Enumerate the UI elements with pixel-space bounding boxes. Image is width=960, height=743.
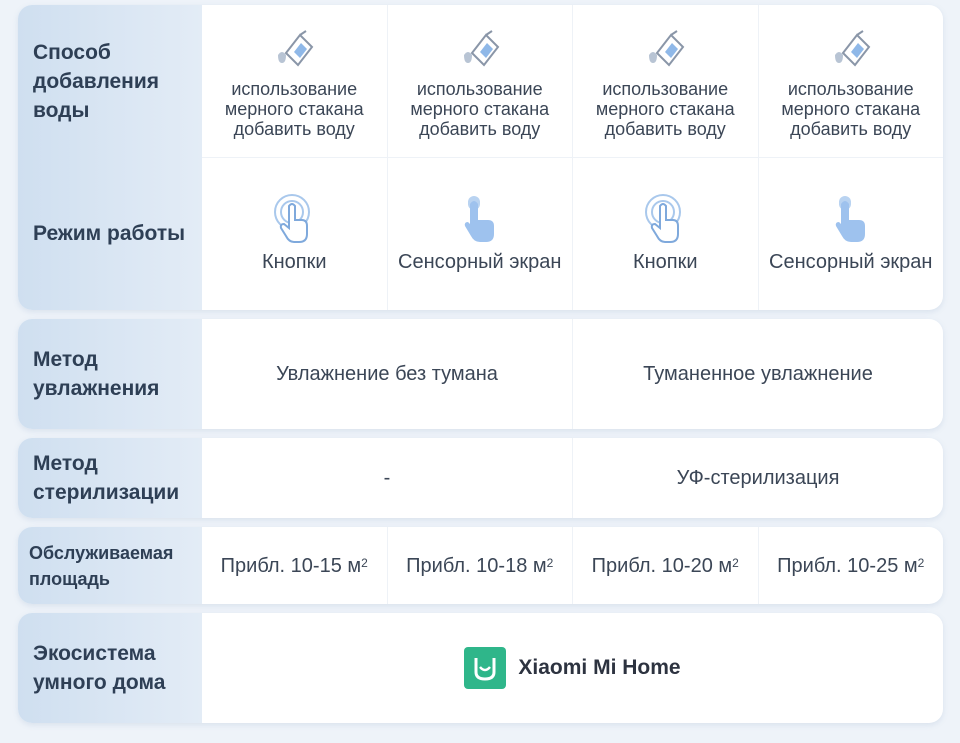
mode-cell-text: Сенсорный экран	[769, 251, 933, 273]
water-cell-1	[202, 5, 387, 157]
measuring-cup-icon	[458, 23, 502, 73]
water-cell-4	[758, 5, 944, 157]
mi-home-logo-icon	[464, 647, 506, 689]
label-smart-home-ecosystem: Экосистема умного дома	[33, 642, 166, 694]
label-column	[18, 5, 202, 310]
mode-cell-text: Кнопки	[261, 251, 327, 273]
area-unit: м	[532, 554, 547, 577]
label-sterilization-method: Метод стерилизации	[33, 452, 180, 504]
mode-cell-4	[758, 158, 944, 310]
mode-cell-text: Кнопки	[632, 251, 698, 273]
button-press-icon	[272, 194, 316, 244]
row-operation-mode	[202, 157, 943, 310]
button-press-icon	[643, 194, 687, 244]
mode-cell-2	[387, 158, 573, 310]
sterilize-cell-1: -	[383, 467, 391, 489]
area-unit-sup: 2	[546, 555, 554, 570]
area-value: Прибл. 10-25	[777, 554, 899, 577]
area-cell-4	[758, 527, 944, 604]
measuring-cup-icon	[643, 23, 687, 73]
area-unit: м	[347, 554, 362, 577]
humidify-cell-2: Туманенное увлажнение	[572, 319, 943, 429]
card-sterilization	[18, 438, 943, 518]
mode-cell-text: Сенсорный экран	[398, 251, 562, 273]
ecosystem-name: Xiaomi Mi Home	[518, 656, 681, 679]
measuring-cup-icon	[272, 23, 316, 73]
mode-cell-1	[202, 158, 387, 310]
card-water-mode	[18, 5, 943, 310]
card-humidification	[18, 319, 943, 429]
label-humidification-method: Метод увлажнения	[33, 348, 160, 400]
area-value: Прибл. 10-15	[220, 554, 342, 577]
water-cell-text: использование мерного стакана добавить воду	[410, 79, 550, 139]
area-value: Прибл. 10-18	[406, 554, 528, 577]
area-unit: м	[903, 554, 918, 577]
area-cell-3	[572, 527, 758, 604]
sterilize-cell-2: УФ-стерилизация	[572, 438, 943, 518]
label-water-method: Способ добавления воды	[33, 40, 160, 122]
touch-screen-icon	[458, 194, 502, 244]
ecosystem-cell	[202, 613, 943, 723]
water-cell-text: использование мерного стакана добавить воду	[224, 79, 364, 139]
label-service-area: Обслуживаемая площадь	[29, 542, 174, 589]
card-service-area	[18, 527, 943, 604]
water-cell-2	[387, 5, 573, 157]
area-cell-1	[202, 527, 387, 604]
area-unit-sup: 2	[361, 555, 368, 570]
water-cell-3	[572, 5, 758, 157]
water-cell-text: использование мерного стакана добавить воду	[595, 79, 735, 139]
mode-cell-3	[572, 158, 758, 310]
label-operation-mode: Режим работы	[33, 222, 186, 246]
card-ecosystem	[18, 613, 943, 723]
humidify-cell-1: Увлажнение без тумана	[276, 363, 498, 385]
area-value: Прибл. 10-20	[591, 554, 713, 577]
area-unit-sup: 2	[917, 555, 925, 570]
area-unit: м	[718, 554, 733, 577]
area-unit-sup: 2	[732, 555, 739, 570]
water-cell-text: использование мерного стакана добавить воду	[781, 79, 921, 139]
touch-screen-icon	[829, 194, 873, 244]
row-water-method	[202, 5, 943, 157]
measuring-cup-icon	[829, 23, 873, 73]
area-cell-2	[387, 527, 573, 604]
